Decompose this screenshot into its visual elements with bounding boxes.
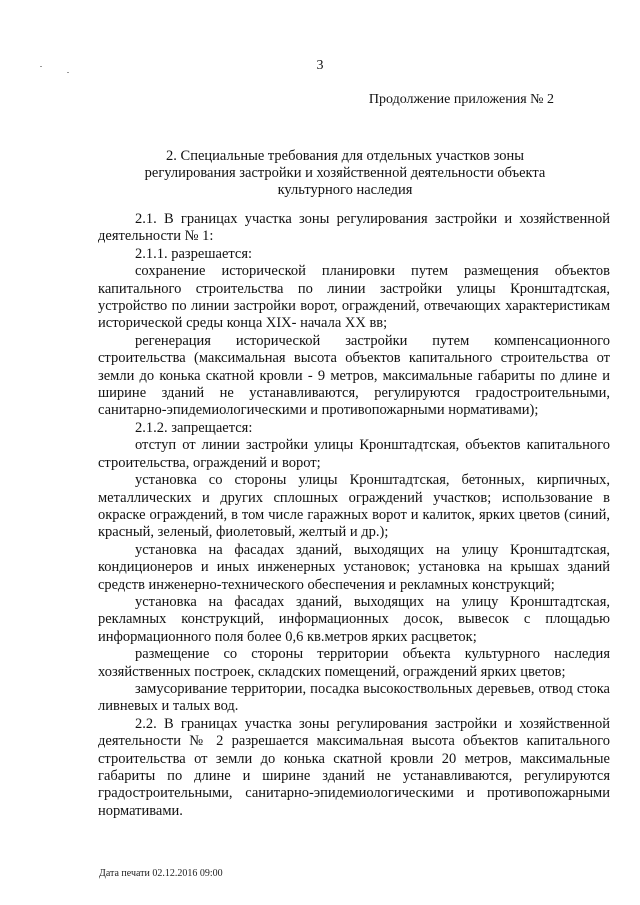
paragraph-2-1-1: 2.1.1. разрешается: [135,245,253,262]
paragraph: отступ от линии застройки улицы Кронштадтская, объектов капитального строительства, ограждений и ворот; [98,437,610,471]
print-date-footer: Дата печати 02.12.2016 09:00 [99,868,223,879]
heading-line-2: регулирования застройки и хозяйственной деятельности объекта [144,165,546,181]
document-body [98,211,610,820]
paragraph: сохранение исторической планировки путем размещения объектов капитального строительства по линии застройки улицы Кронштадтская, устройство по линии застройки ворот, ограждений, отвечающих характеристикам исторической среды конца XIX- начала XX вв; [98,263,610,332]
paragraph-2-1-2: 2.1.2. запрещается: [135,419,253,436]
paragraph: установка на фасадах зданий, выходящих на улицу Кронштадтская, рекламных конструкций, информационных досок, вывесок с площадью информационного поля более 0,6 кв.метров ярких расцветок; [98,593,610,645]
paragraph: замусоривание территории, посадка высокоствольных деревьев, отвод стока ливневых и талых вод. [98,680,610,715]
page-number: 3 [316,58,324,73]
paragraph-2-2: 2.2. В границах участка зоны регулирования застройки и хозяйственной деятельности № 2 разрешается максимальная высота объектов капитального строительства от земли до конька скатной кровли 20 метров, максимальные габариты по длине и ширине зданий не устанавливаются, регулируются градостроительными, санитарно-эпидемиологическими и противопожарными нормативами. [98,715,610,819]
paragraph: регенерация исторической застройки путем компенсационного строительства (максимальная высота объектов капитального строительства от земли до конька скатной кровли - 9 метров, максимальные габариты по длине и ширине зданий не устанавливаются, регулируются градостроительными, санитарно-эпидемиологическими и противопожарными нормативами); [98,332,610,419]
paragraph-2-1: 2.1. В границах участка зоны регулирования застройки и хозяйственной деятельности № 1: [98,211,610,245]
paragraph: размещение со стороны территории объекта культурного наследия хозяйственных построек, складских помещений, ограждений ярких цветов; [98,646,610,680]
section-heading [110,148,580,199]
appendix-label: Продолжение приложения № 2 [368,92,554,107]
paragraph: установка на фасадах зданий, выходящих на улицу Кронштадтская, кондиционеров и иных инженерных установок; установка на крышах зданий средств инженерно-технического обеспечения и рекламных конструкций; [98,541,610,593]
paragraph: установка со стороны улицы Кронштадтская, бетонных, кирпичных, металлических и других сплошных ограждений участков; использование в окраске ограждений, в том числе гаражных ворот и калиток, ярких цветов (синий, красный, зеленый, фиолетовый, желтый и др.); [98,472,610,541]
heading-line-1: 2. Специальные требования для отдельных участков зоны [166,148,524,164]
heading-line-3: культурного наследия [277,182,413,198]
